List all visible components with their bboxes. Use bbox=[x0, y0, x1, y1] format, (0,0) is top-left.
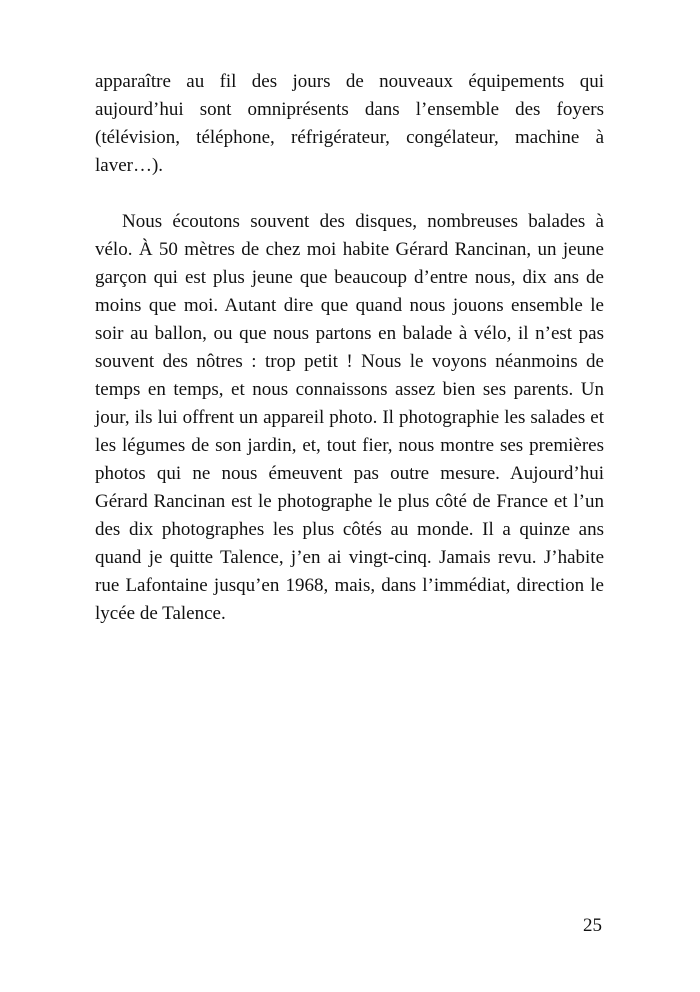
paragraph-continuation: apparaître au fil des jours de nouveaux équipements qui aujourd’hui sont omniprésents dans l’ensemble des foyers (télévision, téléphone, réfrigérateur, congélateur, machine à laver…). bbox=[95, 71, 604, 176]
page-number: 25 bbox=[583, 915, 602, 936]
body-text bbox=[95, 68, 604, 628]
paragraph-rancinan: Nous écoutons souvent des disques, nombreuses balades à vélo. À 50 mètres de chez moi habite Gérard Rancinan, un jeune garçon qui est plus jeune que beaucoup d’entre nous, dix ans de moins que moi. Autant dire que quand nous jouons ensemble le soir au ballon, ou que nous partons en balade à vélo, il n’est pas souvent des nôtres : trop petit ! Nous le voyons néanmoins de temps en temps, et nous connaissons assez bien ses parents. Un jour, ils lui offrent un appareil photo. Il photographie les salades et les légumes de son jardin, et, tout fier, nous montre ses premières photos qui ne nous émeuvent pas outre mesure. Aujourd’hui Gérard Rancinan est le photographe le plus côté de France et l’un des dix photographes les plus côtés au monde. Il a quinze ans quand je quitte Talence, j’en ai vingt-cinq. Jamais revu. J’habite rue Lafontaine jusqu’en 1968, mais, dans l’immédiat, direction le lycée de Talence. bbox=[95, 211, 604, 624]
